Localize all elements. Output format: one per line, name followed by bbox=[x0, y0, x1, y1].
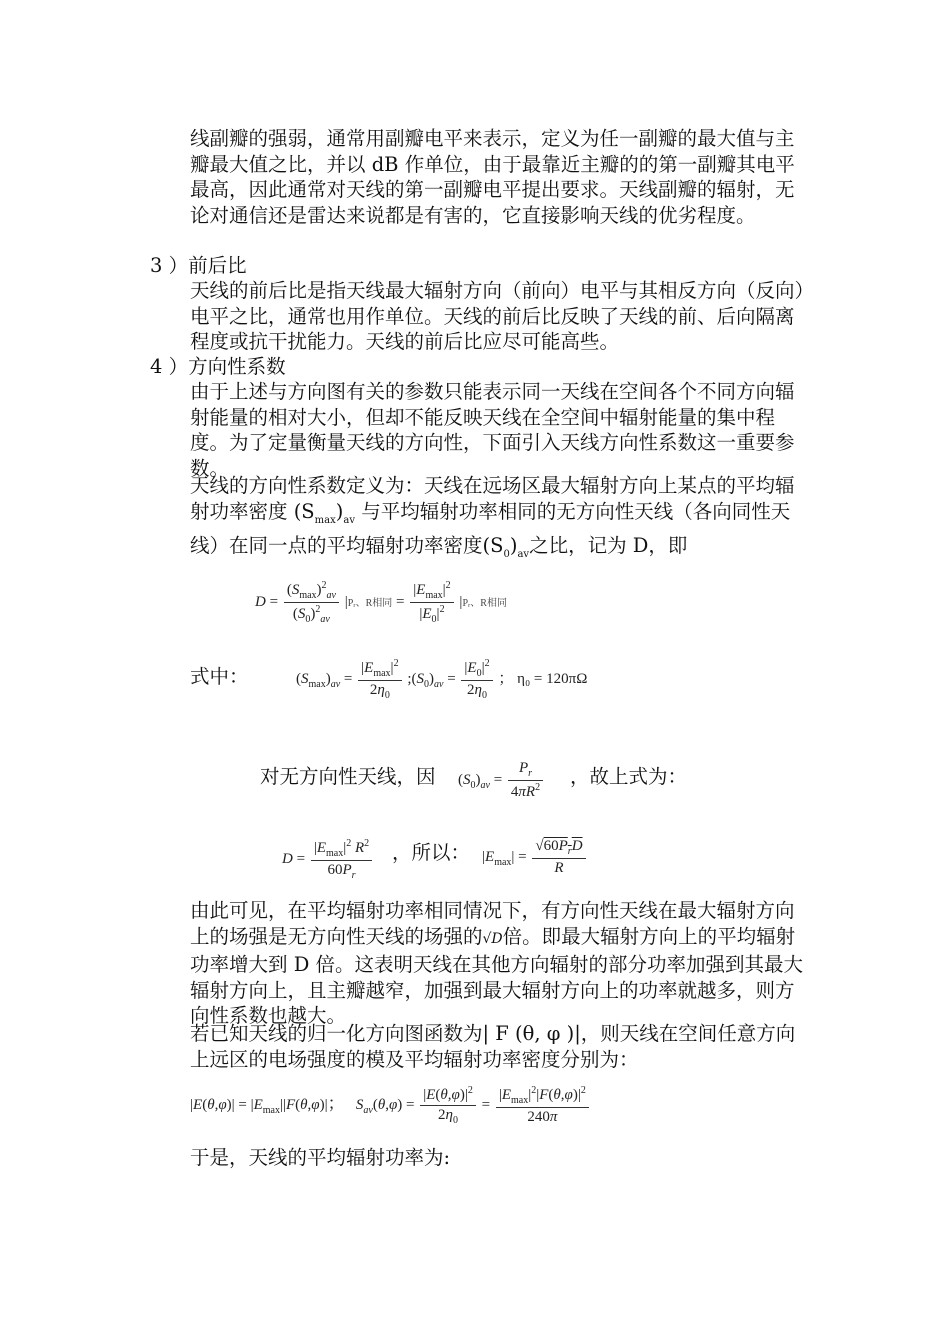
equation-emax: $|E_{max}|$ = $\frac{√60P_rD}{R}$ bbox=[482, 838, 588, 877]
heading-front-back-ratio: 3 ）前后比 bbox=[150, 254, 247, 277]
label-shizhong: 式中： bbox=[190, 665, 249, 688]
equation-power-density: $(S_{max})_{av}$ = $\frac{|E_{max}|^2}{2\eta_0}$ $;(S_0)_{av}$ = $\frac{|E_0|^2}{2\eta_0}$ ； η₀ = 120πΩ bbox=[296, 658, 588, 701]
heading-directivity: 4 ）方向性系数 bbox=[150, 355, 286, 378]
conclusion-text-2: 倍。即最大辐射方向上的平均辐射功率增大到 D 倍。这表明天线在其他方向辐射的部分功率加强到其最大辐射方向上，且主瓣越窄，加强到最大辐射方向上的功率就越多，则方向性系数也越大。 bbox=[190, 924, 804, 1027]
equation-directivity-definition: D = $\frac{(S_{max})^2_{av}}{(S_0)^2_{av}}$ |Pᵣ、R相同 = $\frac{|E_{max}|^2}{|E_0|^2}$ |Pᵣ、R相同 bbox=[255, 580, 507, 625]
def-text-4: ) bbox=[509, 533, 518, 557]
text-isotropic-after: ，故上式为： bbox=[570, 765, 688, 788]
equation-isotropic-density: $(S_0)_{av}$ = $\frac{P_r}{4\pi R^2}$ bbox=[458, 760, 545, 801]
conclusion-text-1: 由此可见，在平均辐射功率相同情况下，有方向性天线在最大辐射方向上的场强是无方向性天线的场强的 bbox=[190, 899, 795, 948]
def-sub-zero: 0 bbox=[503, 548, 510, 560]
def-sub-av-1: av bbox=[343, 514, 355, 526]
equation-directivity-result: D = $\frac{|E_{max}|^2 R^2}{60P_r}$ bbox=[282, 838, 374, 881]
def-text-3: 与平均辐射功率相同的无方向性天线（各向同性天线）在同一点的平均辐射功率密度(S bbox=[190, 499, 791, 557]
def-text-1: 天线的方向性系数定义为：天线在远场区最大辐射方向上某点的平均辐射功率密度 (S bbox=[190, 474, 795, 523]
equation-field-density: $|E(\theta,\varphi)| = |E_{max}||F(\theta,\varphi)|$； $S_{av}(\theta,\varphi)$ = $\frac{|E(\theta,\varphi)|^2}{2\eta_0}$ = $\frac{|E_{max}|^2|F(\theta,\varphi)|^2}{240\pi}$ bbox=[190, 1085, 591, 1126]
def-sub-max: max bbox=[314, 514, 336, 526]
paragraph-sidelobe: 线副瓣的强弱，通常用副瓣电平来表示，定义为任一副瓣的最大值与主瓣最大值之比，并以 dB 作单位，由于最靠近主瓣的的第一副瓣其电平最高，因此通常对天线的第一副瓣电平提出要求。天线副瓣的辐射，无论对通信还是雷达来说都是有害的，它直接影响天线的优劣程度。 bbox=[190, 127, 795, 227]
equation-condition-1: Pᵣ、R相同 bbox=[347, 597, 393, 609]
equation-semicolon: ； bbox=[327, 1093, 345, 1113]
paragraph-directivity-definition bbox=[190, 473, 808, 567]
paragraph-pattern-function: 若已知天线的归一化方向图函数为| F (θ, φ )|，则天线在空间任意方向上远区的电场强度的模及平均辐射功率密度分别为： bbox=[190, 1022, 796, 1071]
conclusion-sqrt-d: √D bbox=[482, 930, 503, 947]
text-suoyi: ，所以： bbox=[392, 841, 471, 864]
paragraph-directivity-intro: 由于上述与方向图有关的参数只能表示同一天线在空间各个不同方向辐射能量的相对大小，但却不能反映天线在全空间中辐射能量的集中程度。为了定量衡量天线的方向性，下面引入天线方向性系数这一重要参数。 bbox=[190, 380, 795, 480]
def-sub-av-2: av bbox=[517, 548, 530, 560]
text-isotropic-before: 对无方向性天线，因 bbox=[260, 765, 436, 788]
equation-condition-2: Pᵣ、R相同 bbox=[462, 597, 507, 609]
paragraph-average-power: 于是，天线的平均辐射功率为: bbox=[190, 1146, 451, 1169]
paragraph-front-back-ratio: 天线的前后比是指天线最大辐射方向（前向）电平与其相反方向（反向）电平之比，通常也用作单位。天线的前后比反映了天线的前、后向隔离程度或抗干扰能力。天线的前后比应尽可能高些。 bbox=[190, 279, 805, 353]
def-text-2: ) bbox=[335, 499, 344, 523]
def-text-5: 之比，记为 D，即 bbox=[529, 533, 688, 557]
equation-eta-value: ； η₀ = 120πΩ bbox=[498, 670, 588, 687]
paragraph-conclusion bbox=[190, 898, 808, 1029]
